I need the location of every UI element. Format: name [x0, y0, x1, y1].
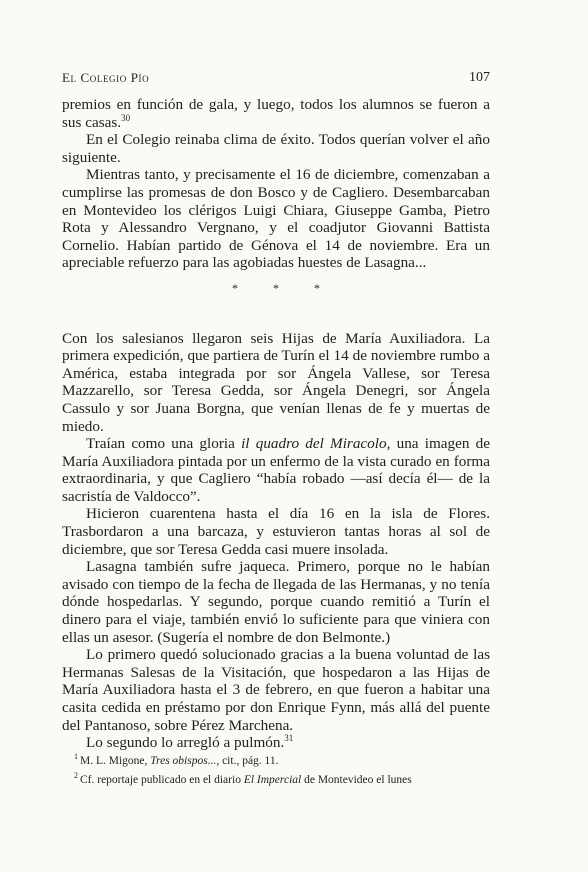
paragraph-text: una imagen de María Auxiliadora pintada por un enfermo de la vista curado en forma extraordinaria, y que Cagliero “había robado —así decía él— de la sacristía de Valdocco”.: [62, 435, 490, 505]
footnote-italic: El Impercial: [243, 774, 302, 786]
footnote-text: Cf. reportaje publicado en el diario: [80, 774, 244, 786]
paragraph: Lasagna también sufre jaqueca. Primero, porque no le habían avisado con tiempo de la fecha de llegada de las Hermanas, y no tenía dónde hospedarlas. Y segundo, porque cuando remitió a Turín el dinero para el viaje, también envió lo suficiente para que viniera con ellas un asesor. (Sugería el nombre de don Belmonte.): [62, 558, 490, 646]
footnote: [74, 771, 490, 790]
italic-title: il quadro del Miracolo,: [241, 435, 391, 453]
paragraph-text: Traían como una gloria: [86, 435, 242, 453]
footnote-text: M. L. Migone,: [80, 755, 151, 767]
footnote-number: 1: [74, 752, 78, 762]
footnote-reference: 30: [121, 112, 131, 123]
body-text: [62, 96, 490, 752]
paragraph: Hicieron cuarentena hasta el día 16 en la isla de Flores. Trasbordaron a una barcaza, y estuvieron tantas horas al sol de diciembre, que sor Teresa Gedda casi muere insolada.: [62, 505, 490, 558]
footnote-text: de Montevideo el lunes: [301, 774, 412, 786]
footnotes: [62, 752, 490, 790]
footnote-number: 2: [74, 771, 78, 781]
footnote-text: cit., pág. 11.: [219, 755, 279, 767]
section-separator: [62, 280, 490, 298]
paragraph: Con los salesianos llegaron seis Hijas de María Auxiliadora. La primera expedición, que partiera de Turín el 14 de noviembre rumbo a América, estaba integrada por sor Ángela Vallese, sor Teresa Mazzarello, sor Teresa Gedda, sor Ángela Denegri, sor Ángela Cassulo y sor Juana Borgna, que venían llenas de fe y muertas de miedo.: [62, 329, 490, 435]
page-number: 107: [469, 70, 490, 85]
page-header: [62, 70, 490, 90]
footnote: [74, 752, 490, 771]
paragraph-text: Lo segundo lo arregló a pulmón.: [86, 734, 285, 752]
footnote-italic: Tres obispos...,: [150, 755, 220, 767]
paragraph: [62, 734, 490, 752]
asterisk: *: [273, 280, 279, 295]
footnote-reference: 31: [284, 733, 294, 744]
paragraph: [62, 96, 490, 131]
asterisk: *: [232, 280, 238, 295]
paragraph: Lo primero quedó solucionado gracias a la buena voluntad de las Hermanas Salesas de la Visitación, que hospedaron a las Hijas de María Auxiliadora hasta el 3 de febrero, en que fueron a habitar una casita cedida en préstamo por don Enrique Fynn, más allá del puente del Pantanoso, sobre Pérez Marchena.: [62, 646, 490, 734]
asterisk: *: [314, 280, 320, 295]
paragraph: [62, 435, 490, 505]
paragraph: Mientras tanto, y precisamente el 16 de diciembre, comenzaban a cumplirse las promesas de don Bosco y de Cagliero. Desembarcaban en Montevideo los clérigos Luigi Chiara, Giuseppe Gamba, Pietro Rota y Alessandro Vergnano, y el coadjutor Giovanni Battista Cornelio. Habían partido de Génova el 14 de noviembre. Era un apreciable refuerzo para las agobiadas huestes de Lasagna...: [62, 166, 490, 272]
paragraph: En el Colegio reinaba clima de éxito. Todos querían volver el año siguiente.: [62, 131, 490, 166]
paragraph-text: premios en función de gala, y luego, todos los alumnos se fueron a sus casas.: [62, 96, 490, 131]
running-head: El Colegio Pío: [62, 70, 150, 85]
